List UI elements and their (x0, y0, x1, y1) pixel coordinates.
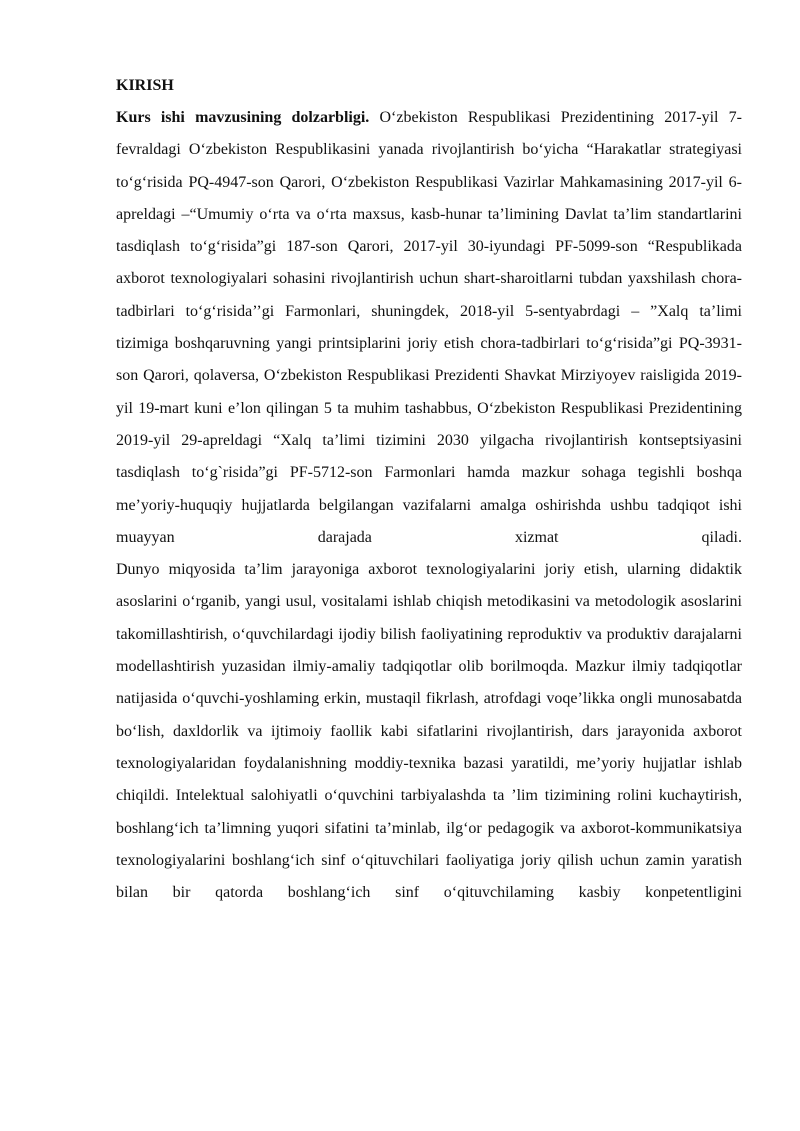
section-heading: KIRISH (116, 77, 174, 94)
paragraph-world-context: Dunyo miqyosida ta’lim jarayoniga axborot texnologiyalarini joriy etish, ularning didaktik asoslarini o‘rganib, yangi usul, vositalami ishlab chiqish metodikasini va metodologik asoslarini takomillashtirish, o‘quvchilardagi ijodiy bilish faoliyatining reproduktiv va produktiv darajalarni modellashtirish yuzasidan ilmiy-amaliy tadqiqotlar olib borilmoqda. Mazkur ilmiy tadqiqotlar natijasida o‘quvchi-yoshlaming erkin, mustaqil fikrlash, atrofdagi voqe’likka ongli munosabatda bo‘lish, daxldorlik va ijtimoiy faollik kabi sifatlarini rivojlantirish, dars jarayonida axborot texnologiyalaridan foydalanishning moddiy-texnika bazasi yaratildi, me’yoriy hujjatlar ishlab chiqildi. Intelektual salohiyatli o‘quvchini tarbiyalashda ta ’lim tizimining rolini kuchaytirish, boshlang‘ich ta’limning yuqori sifatini ta’minlab, ilg‘or pedagogik va axborot-kommunikatsiya texnologiyalarini boshlang‘ich sinf o‘qituvchilari faoliyatiga joriy qilish uchun zamin yaratish bilan bir qatorda boshlang‘ich sinf o‘qituvchilaming kasbiy konpetentligini (116, 561, 742, 902)
paragraph-relevance (116, 102, 742, 554)
document-page (116, 70, 742, 909)
paragraph-relevance-text: O‘zbekiston Respublikasi Prezidentining 2017-yil 7-fevraldagi O‘zbekiston Respublikasini yanada rivojlantirish bo‘yicha “Harakatlar strategiyasi to‘g‘risida PQ-4947-son Qarori, O‘zbekiston Respublikasi Vazirlar Mahkamasining 2017-yil 6-apreldagi –“Umumiy o‘rta va o‘rta maxsus, kasb-hunar ta’limining Davlat ta’lim standartlarini tasdiqlash to‘g‘risida”gi 187-son Qarori, 2017-yil 30-iyundagi PF-5099-son “Respublikada axborot texnologiyalari sohasini rivojlantirish uchun shart-sharoitlarni tubdan yaxshilash chora-tadbirlari to‘g‘risida’’gi Farmonlari, shuningdek, 2018-yil 5-sentyabrdagi – ”Xalq ta’limi tizimiga boshqaruvning yangi printsiplarini joriy etish chora-tadbirlari to‘g‘risida”gi PQ-3931-son Qarori, qolaversa, O‘zbekiston Respublikasi Prezidenti Shavkat Mirziyoyev raisligida 2019-yil 19-mart kuni e’lon qilingan 5 ta muhim tashabbus, O‘zbekiston Respublikasi Prezidentining 2019-yil 29-apreldagi “Xalq ta’limi tizimini 2030 yilgacha rivojlantirish kontseptsiyasini tasdiqlash to‘g`risida”gi PF-5712-son Farmonlari hamda mazkur sohaga tegishli boshqa me’yoriy-huquqiy hujjatlarda belgilangan vazifalarni amalga oshirishda ushbu tadqiqot ishi muayyan darajada xizmat qiladi. (116, 109, 742, 546)
paragraph-lead: Kurs ishi mavzusining dolzarbligi. (116, 109, 370, 126)
